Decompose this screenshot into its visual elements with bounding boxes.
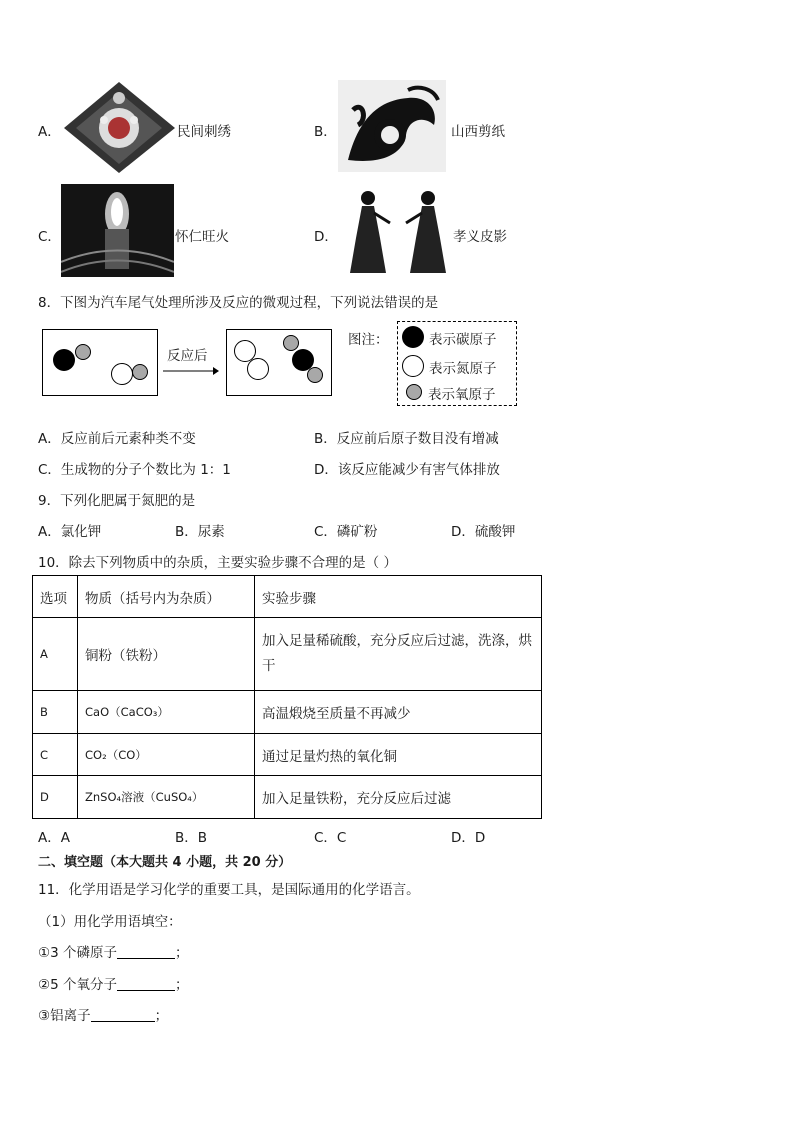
q11-sub1: （1）用化学用语填空： <box>38 914 182 930</box>
row-option: D <box>33 776 78 819</box>
q10-stem: 10．除去下列物质中的杂质，主要实验步骤不合理的是（ ） <box>38 555 397 571</box>
table-header-row <box>33 576 542 618</box>
after-reaction-box <box>226 329 332 396</box>
q8-option-a: A．反应前后元素种类不变 <box>38 431 196 447</box>
q8-option-c: C．生成物的分子个数比为 1：1 <box>38 462 231 478</box>
option-b-letter: B． <box>314 124 337 140</box>
embroidery-image <box>62 80 177 175</box>
q10-option-d: D．D <box>451 830 486 846</box>
row-option: A <box>33 618 78 691</box>
header-step: 实验步骤 <box>255 576 542 618</box>
q9-option-a: A．氯化钾 <box>38 524 102 540</box>
row-substance: 铜粉（铁粉） <box>78 618 255 691</box>
q10-option-a: A．A <box>38 830 70 846</box>
nitrogen-atom <box>247 358 269 380</box>
q8-option-d: D．该反应能减少有害气体排放 <box>314 462 500 478</box>
q9-option-c: C．磷矿粉 <box>314 524 378 540</box>
row-substance: CaO（CaCO₃） <box>78 691 255 734</box>
option-a-text: 民间刺绣 <box>177 124 231 140</box>
q8-option-b: B．反应前后原子数目没有增减 <box>314 431 499 447</box>
q10-table <box>32 575 542 819</box>
nitrogen-legend-icon <box>402 355 424 377</box>
q9-option-b: B．尿素 <box>175 524 225 540</box>
legend-carbon-label: 表示碳原子 <box>429 332 497 348</box>
table-row <box>33 618 542 691</box>
separator: ； <box>174 945 189 961</box>
option-a-letter: A． <box>38 124 61 140</box>
separator: ； <box>154 1008 169 1024</box>
option-d-text: 孝义皮影 <box>453 229 507 245</box>
carbon-atom <box>53 349 75 371</box>
legend <box>397 321 517 406</box>
table-row <box>33 776 542 819</box>
row-step: 通过足量灼热的氧化铜 <box>255 734 542 776</box>
q10-option-b: B．B <box>175 830 208 846</box>
row-step: 加入足量铁粉，充分反应后过滤 <box>255 776 542 819</box>
legend-oxygen-label: 表示氧原子 <box>428 387 496 403</box>
table-row <box>33 691 542 734</box>
oxygen-atom <box>283 335 299 351</box>
legend-title: 图注： <box>348 332 389 348</box>
item-label: ②5 个氧分子 <box>38 977 117 993</box>
q11-item-2 <box>38 973 188 993</box>
table-row <box>33 734 542 776</box>
q9-stem: 9．下列化肥属于氮肥的是 <box>38 493 196 509</box>
section-title: 二、填空题（本大题共 4 小题，共 20 分） <box>38 855 292 870</box>
paper-cut-image <box>338 80 446 172</box>
oxygen-atom <box>75 344 91 360</box>
shadow-puppet-image <box>340 188 452 278</box>
answer-blank[interactable] <box>117 976 175 991</box>
q9-option-d: D．硫酸钾 <box>451 524 516 540</box>
q10-option-c: C．C <box>314 830 347 846</box>
answer-blank[interactable] <box>117 944 175 959</box>
bonfire-image <box>61 184 174 277</box>
option-b-text: 山西剪纸 <box>451 124 505 140</box>
arrow-label: 反应后 <box>167 348 208 364</box>
nitrogen-atom <box>111 363 133 385</box>
header-substance: 物质（括号内为杂质） <box>78 576 255 618</box>
q11-item-1 <box>38 941 188 961</box>
item-label: ③铝离子 <box>38 1008 91 1024</box>
q11-item-3 <box>38 1004 168 1024</box>
header-option: 选项 <box>33 576 78 618</box>
option-c-letter: C． <box>38 229 61 245</box>
item-label: ①3 个磷原子 <box>38 945 117 961</box>
before-reaction-box <box>42 329 158 396</box>
row-option: C <box>33 734 78 776</box>
carbon-legend-icon <box>402 326 424 348</box>
row-substance: ZnSO₄溶液（CuSO₄） <box>78 776 255 819</box>
row-step: 高温煅烧至质量不再减少 <box>255 691 542 734</box>
oxygen-legend-icon <box>406 384 422 400</box>
reaction-arrow <box>163 364 219 380</box>
answer-blank[interactable] <box>91 1007 155 1022</box>
row-option: B <box>33 691 78 734</box>
legend-nitrogen-label: 表示氮原子 <box>429 361 497 377</box>
separator: ； <box>174 977 189 993</box>
q8-stem: 8．下图为汽车尾气处理所涉及反应的微观过程，下列说法错误的是 <box>38 295 439 311</box>
option-d-letter: D． <box>314 229 338 245</box>
oxygen-atom <box>307 367 323 383</box>
oxygen-atom <box>132 364 148 380</box>
q11-stem: 11．化学用语是学习化学的重要工具，是国际通用的化学语言。 <box>38 882 420 898</box>
row-step: 加入足量稀硫酸，充分反应后过滤，洗涤，烘干 <box>255 618 542 691</box>
row-substance: CO₂（CO） <box>78 734 255 776</box>
option-c-text: 怀仁旺火 <box>175 229 229 245</box>
